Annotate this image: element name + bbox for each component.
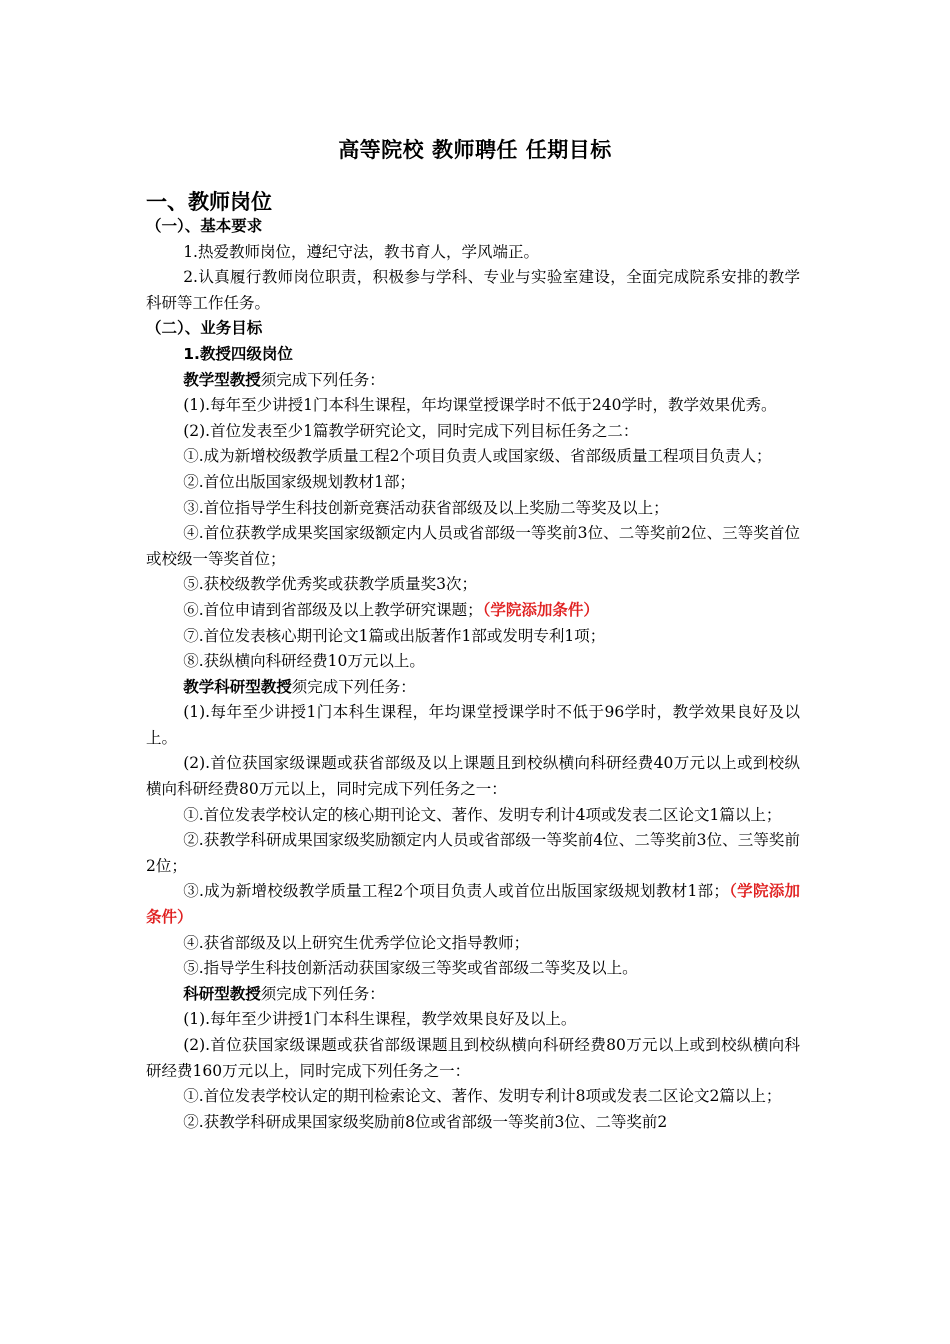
paragraph: ①.首位发表学校认定的期刊检索论文、著作、发明专利计8项或发表二区论文2篇以上； — [183, 1087, 782, 1106]
paragraph: 2.认真履行教师岗位职责，积极参与学科、专业与实验室建设，全面完成院系安排的教学科研等工作任务。 — [146, 268, 800, 312]
paragraph: ②.获教学科研成果国家级奖励前8位或省部级一等奖前3位、二等奖前2 — [183, 1112, 668, 1131]
paragraph-text: ③.成为新增校级教学质量工程2个项目负责人或首位出版国家级规划教材1部； — [183, 882, 729, 901]
paragraph: (2).首位获国家级课题或获省部级课题且到校纵横向科研经费80万元以上或到校纵横向科研经费160万元以上，同时完成下列任务之一： — [146, 1036, 800, 1080]
paragraph: ④.获省部级及以上研究生优秀学位论文指导教师； — [183, 933, 530, 952]
paragraph: (2).首位获国家级课题或获省部级及以上课题且到校纵横向科研经费40万元以上或到校纵横向科研经费80万元以上，同时完成下列任务之一： — [146, 754, 800, 799]
paragraph — [146, 879, 800, 930]
college-condition-note: （学院添加条件） — [482, 600, 599, 619]
paragraph-text: ⑥.首位申请到省部级及以上教学研究课题； — [183, 600, 483, 619]
paragraph: (1).每年至少讲授1门本科生课程，教学效果良好及以上。 — [183, 1010, 577, 1029]
paragraph-text: 须完成下列任务： — [291, 677, 416, 696]
paragraph: (1).每年至少讲授1门本科生课程，年均课堂授课学时不低于240学时，教学效果优秀。 — [183, 396, 777, 415]
paragraph: (2).首位发表至少1篇教学研究论文，同时完成下列目标任务之二： — [183, 421, 639, 440]
subheading-business-goals: （二）、业务目标 — [146, 319, 263, 338]
paragraph: ⑧.获纵横向科研经费10万元以上。 — [183, 652, 425, 671]
paragraph — [146, 982, 800, 1008]
subheading-basic-requirements: （一）、基本要求 — [146, 217, 263, 235]
paragraph: (1).每年至少讲授1门本科生课程，年均课堂授课学时不低于96学时，教学效果良好及以上。 — [146, 703, 800, 747]
paragraph — [146, 675, 800, 701]
paragraph: ①.首位发表学校认定的核心期刊论文、著作、发明专利计4项或发表二区论文1篇以上； — [183, 805, 782, 824]
paragraph: ④.首位获教学成果奖国家级额定内人员或省部级一等奖前3位、二等奖前2位、三等奖首位或校级一等奖首位； — [146, 524, 800, 568]
paragraph: ⑦.首位发表核心期刊论文1篇或出版著作1部或发明专利1项； — [183, 626, 606, 645]
document-body — [146, 214, 800, 1135]
paragraph: ①.成为新增校级教学质量工程2个项目负责人或国家级、省部级质量工程项目负责人； — [183, 447, 772, 466]
category-label-teaching-research-professor: 教学科研型教授 — [183, 677, 292, 696]
paragraph: ⑤.指导学生科技创新活动获国家级三等奖或省部级二等奖及以上。 — [183, 959, 638, 978]
paragraph-text: 须完成下列任务： — [260, 370, 385, 389]
paragraph: ②.获教学科研成果国家级奖励额定内人员或省部级一等奖前4位、二等奖前3位、三等奖前2位； — [146, 831, 800, 875]
paragraph: 1.热爱教师岗位，遵纪守法，教书育人，学风端正。 — [183, 242, 539, 261]
paragraph: ⑤.获校级教学优秀奖或获教学质量奖3次； — [183, 575, 477, 594]
category-label-research-professor: 科研型教授 — [183, 984, 261, 1003]
paragraph-text: 须完成下列任务： — [260, 984, 385, 1003]
college-condition-note: （学院添加条件） — [146, 882, 800, 927]
document-title: 高等院校 教师聘任 任期目标 — [338, 138, 612, 162]
paragraph: ③.首位指导学生科技创新竞赛活动获省部级及以上奖励二等奖及以上； — [183, 498, 669, 517]
category-label-teaching-professor: 教学型教授 — [183, 370, 261, 389]
paragraph — [146, 598, 800, 624]
section-heading-teacher-post: 一、教师岗位 — [146, 190, 272, 214]
paragraph — [146, 368, 800, 394]
paragraph: ②.首位出版国家级规划教材1部； — [183, 472, 415, 491]
subheading-professor-level-4: 1.教授四级岗位 — [183, 344, 293, 363]
